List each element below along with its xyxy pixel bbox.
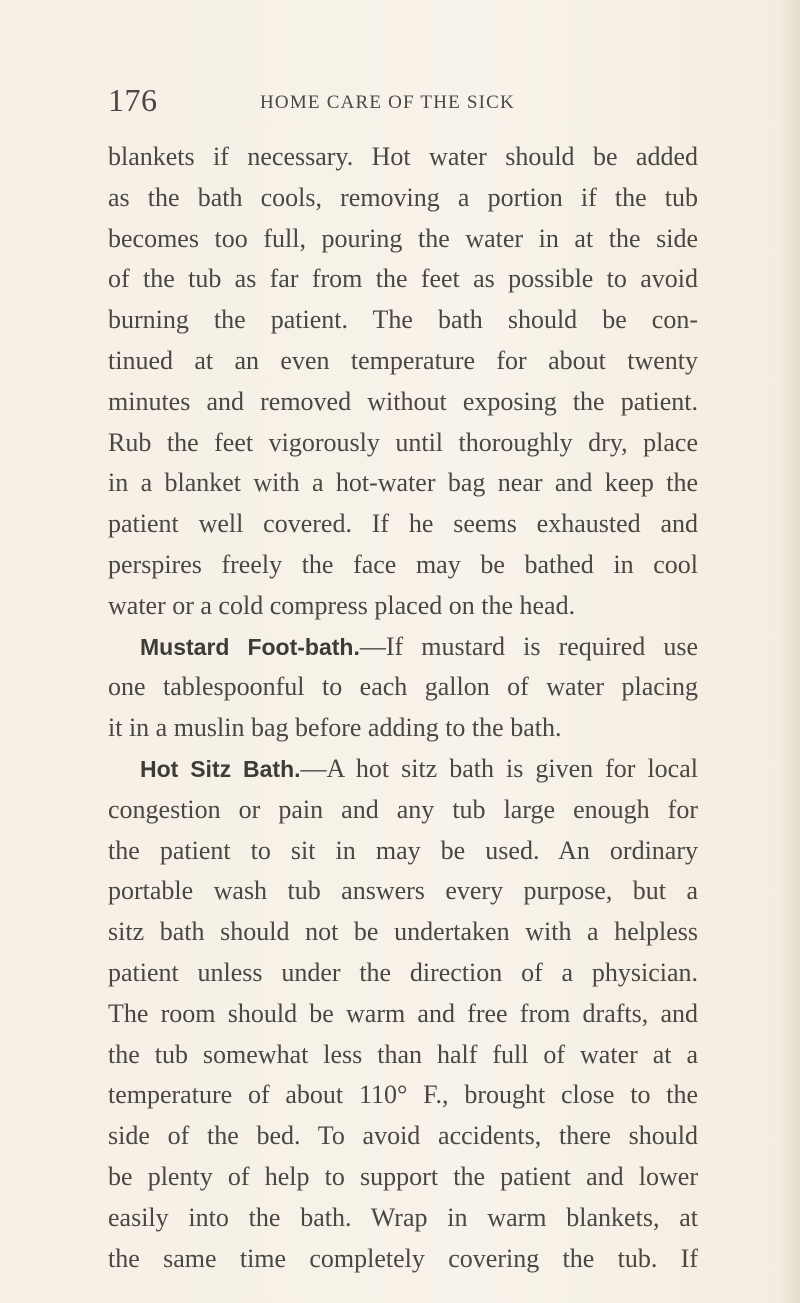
body-text [108, 137, 698, 1279]
running-head-title: HOME CARE OF THE SICK [260, 92, 515, 113]
text-line: as the bath cools, removing a portion if the tub [108, 182, 698, 212]
text-line: water or a cold compress placed on the head. [108, 590, 576, 620]
section-heading-hot-sitz-bath: Hot Sitz Bath. [140, 755, 301, 782]
text-line: tinued at an even temperature for about twenty [108, 345, 698, 375]
section-heading-mustard-foot-bath: Mustard Foot-bath. [140, 633, 360, 660]
text-line: the same time completely covering the tub. If [108, 1243, 698, 1273]
text-line: blankets if necessary. Hot water should be added [108, 142, 698, 171]
text-line: the patient to sit in may be used. An ordinary [108, 835, 698, 865]
page-number: 176 [108, 82, 158, 118]
text-run: —If mustard is required use [359, 631, 698, 661]
text-line: one tablespoonful to each gallon of water placing [108, 672, 698, 702]
text-line: patient unless under the direction of a physician. [108, 957, 698, 987]
page-edge-shadow [778, 0, 800, 1303]
text-line: burning the patient. The bath should be con- [108, 305, 698, 335]
text-line: the tub somewhat less than half full of water at a [108, 1039, 698, 1069]
paragraph-first-line [108, 627, 698, 668]
text-line: temperature of about 110° F., brought close to the [108, 1080, 698, 1110]
text-line: portable wash tub answers every purpose, but a [108, 876, 698, 906]
text-line: The room should be warm and free from drafts, and [108, 998, 698, 1028]
text-line: becomes too full, pouring the water in at the side [108, 223, 698, 253]
text-line: easily into the bath. Wrap in warm blankets, at [108, 1202, 698, 1232]
text-line: perspires freely the face may be bathed in cool [108, 549, 698, 579]
text-line: sitz bath should not be undertaken with a helpless [108, 917, 698, 947]
text-line: side of the bed. To avoid accidents, there should [108, 1121, 698, 1151]
text-line: congestion or pain and any tub large enough for [108, 794, 698, 824]
text-line: in a blanket with a hot-water bag near and keep the [108, 468, 698, 498]
running-head [108, 82, 698, 122]
text-run: —A hot sitz bath is given for local [300, 753, 698, 783]
text-line: of the tub as far from the feet as possible to avoid [108, 264, 698, 294]
text-line: Rub the feet vigorously until thoroughly dry, place [108, 427, 698, 457]
text-line: it in a muslin bag before adding to the bath. [108, 713, 562, 743]
text-line: patient well covered. If he seems exhausted and [108, 509, 698, 539]
paragraph-first-line [108, 749, 698, 790]
text-line: be plenty of help to support the patient and lower [108, 1161, 698, 1191]
text-line: minutes and removed without exposing the patient. [108, 386, 698, 416]
